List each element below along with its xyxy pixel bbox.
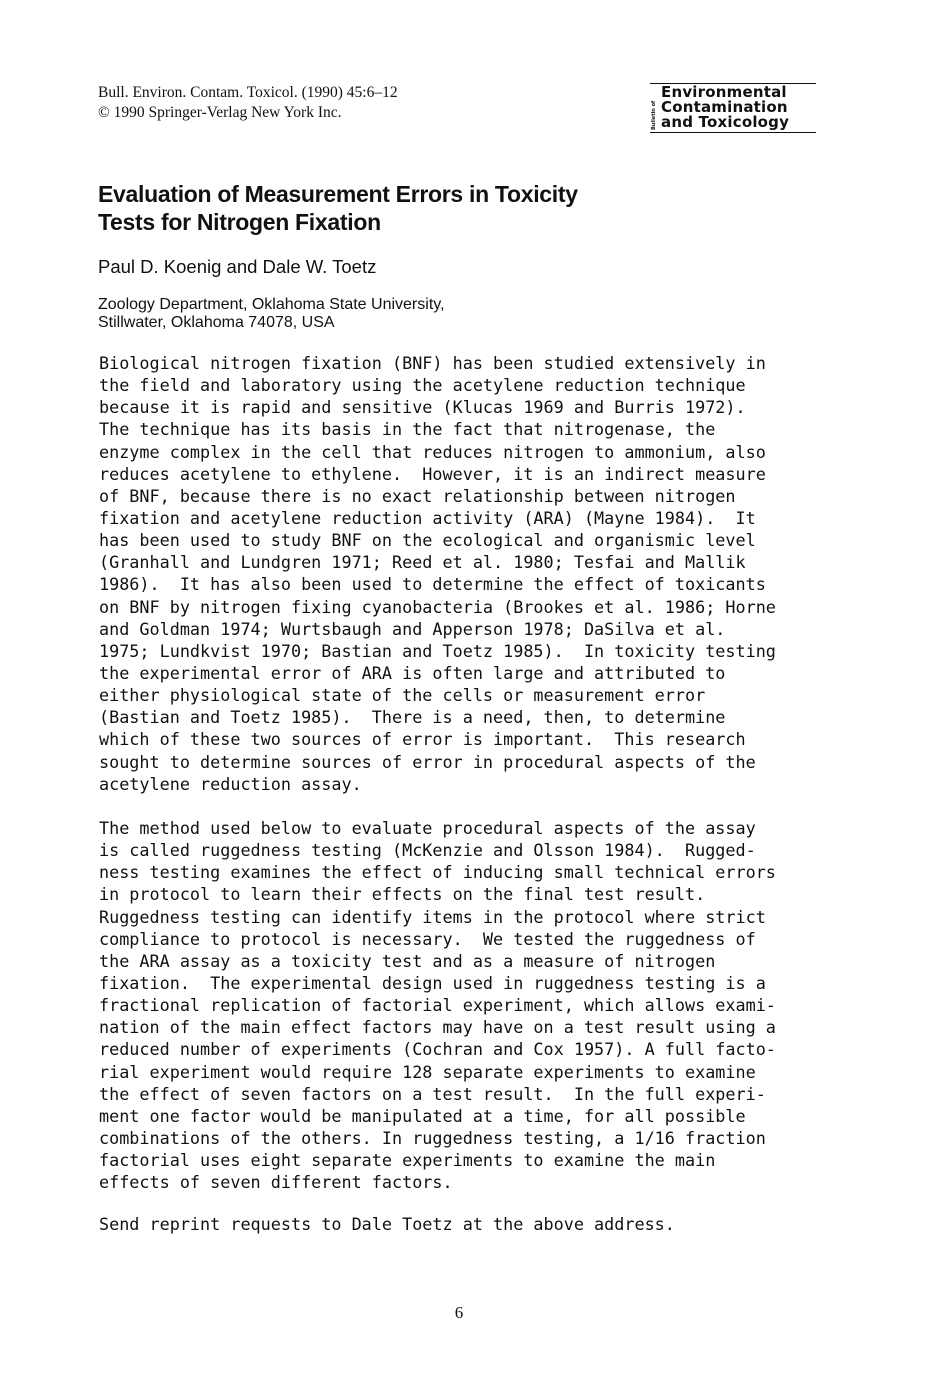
paragraph-line: acetylene reduction assay. xyxy=(99,773,362,794)
paragraph-line: the field and laboratory using the acetylene reduction technique xyxy=(99,375,746,396)
paragraph-line: 1986). It has also been used to determine the effect of toxicants xyxy=(99,574,766,595)
reprint-note-text: Send reprint requests to Dale Toetz at the above address. xyxy=(99,1214,675,1234)
paragraph-line: which of these two sources of error is important. This research xyxy=(99,729,746,750)
paragraph-line: the experimental error of ARA is often large and attributed to xyxy=(99,662,726,683)
paragraph-line: fixation. The experimental design used in ruggedness testing is a xyxy=(99,972,766,993)
journal-citation xyxy=(98,83,398,123)
paragraph-line: reduces acetylene to ethylene. However, it is an indirect measure xyxy=(99,463,766,484)
paragraph-line: reduced number of experiments (Cochran and Cox 1957). A full facto- xyxy=(99,1039,776,1060)
journal-logo-line: and Toxicology xyxy=(661,113,790,131)
journal-logo xyxy=(650,83,816,133)
paragraph-line: because it is rapid and sensitive (Klucas 1969 and Burris 1972). xyxy=(99,397,746,418)
paragraph-line: fractional replication of factorial experiment, which allows exami- xyxy=(99,995,776,1016)
journal-logo-line: Environmental xyxy=(661,83,787,101)
article-title xyxy=(98,180,578,236)
journal-logo-side-text: Bulletin of xyxy=(651,100,657,130)
title-line: Tests for Nitrogen Fixation xyxy=(98,209,381,235)
paragraph-line: of BNF, because there is no exact relationship between nitrogen xyxy=(99,485,736,506)
paragraph-line: the ARA assay as a toxicity test and as a measure of nitrogen xyxy=(99,950,716,971)
paragraph-line: (Bastian and Toetz 1985). There is a need, then, to determine xyxy=(99,707,726,728)
affiliation-line: Zoology Department, Oklahoma State University, xyxy=(98,296,445,313)
paragraph-line: rial experiment would require 128 separate experiments to examine xyxy=(99,1061,756,1082)
paragraph-line: on BNF by nitrogen fixing cyanobacteria (Brookes et al. 1986; Horne xyxy=(99,596,776,617)
journal-logo-line: Contamination xyxy=(661,98,788,116)
copyright-line: © 1990 Springer-Verlag New York Inc. xyxy=(98,104,342,121)
paragraph-line: factorial uses eight separate experiments to examine the main xyxy=(99,1150,716,1171)
page-number: 6 xyxy=(454,1303,464,1322)
paragraph-line: ment one factor would be manipulated at a time, for all possible xyxy=(99,1105,746,1126)
paragraph-line: combinations of the others. In ruggedness testing, a 1/16 fraction xyxy=(99,1127,766,1148)
paragraph-line: and Goldman 1974; Wurtsbaugh and Apperson 1978; DaSilva et al. xyxy=(99,618,726,639)
paragraph-line: Ruggedness testing can identify items in the protocol where strict xyxy=(99,906,766,927)
paragraph-line: in protocol to learn their effects on the final test result. xyxy=(99,884,706,905)
paragraph-line: Biological nitrogen fixation (BNF) has been studied extensively in xyxy=(99,353,766,373)
article-authors: Paul D. Koenig and Dale W. Toetz xyxy=(98,256,377,277)
paragraph-line: enzyme complex in the cell that reduces nitrogen to ammonium, also xyxy=(99,441,766,462)
paragraph-line: has been used to study BNF on the ecological and organismic level xyxy=(99,530,756,551)
paragraph-line: compliance to protocol is necessary. We tested the ruggedness of xyxy=(99,928,756,949)
body-paragraph-2 xyxy=(99,817,776,1193)
reprint-note xyxy=(99,1213,675,1235)
paragraph-line: The method used below to evaluate procedural aspects of the assay xyxy=(99,818,756,838)
paragraph-line: nation of the main effect factors may have on a test result using a xyxy=(99,1017,776,1038)
title-line: Evaluation of Measurement Errors in Toxicity xyxy=(98,181,578,207)
paragraph-line: The technique has its basis in the fact that nitrogenase, the xyxy=(99,419,716,440)
paragraph-line: (Granhall and Lundgren 1971; Reed et al. 1980; Tesfai and Mallik xyxy=(99,552,746,573)
affiliation-line: Stillwater, Oklahoma 74078, USA xyxy=(98,314,335,331)
paragraph-line: fixation and acetylene reduction activity (ARA) (Mayne 1984). It xyxy=(99,507,756,528)
body-paragraph-1 xyxy=(99,352,776,795)
paragraph-line: either physiological state of the cells or measurement error xyxy=(99,685,706,706)
paragraph-line: ness testing examines the effect of inducing small technical errors xyxy=(99,862,776,883)
paragraph-line: is called ruggedness testing (McKenzie and Olsson 1984). Rugged- xyxy=(99,840,756,861)
paragraph-line: the effect of seven factors on a test result. In the full experi- xyxy=(99,1083,766,1104)
paragraph-line: 1975; Lundkvist 1970; Bastian and Toetz 1985). In toxicity testing xyxy=(99,640,776,661)
paragraph-line: sought to determine sources of error in procedural aspects of the xyxy=(99,751,756,772)
author-affiliation xyxy=(98,296,445,332)
paragraph-line: effects of seven different factors. xyxy=(99,1172,453,1193)
citation-line: Bull. Environ. Contam. Toxicol. (1990) 45:6–12 xyxy=(98,84,398,101)
